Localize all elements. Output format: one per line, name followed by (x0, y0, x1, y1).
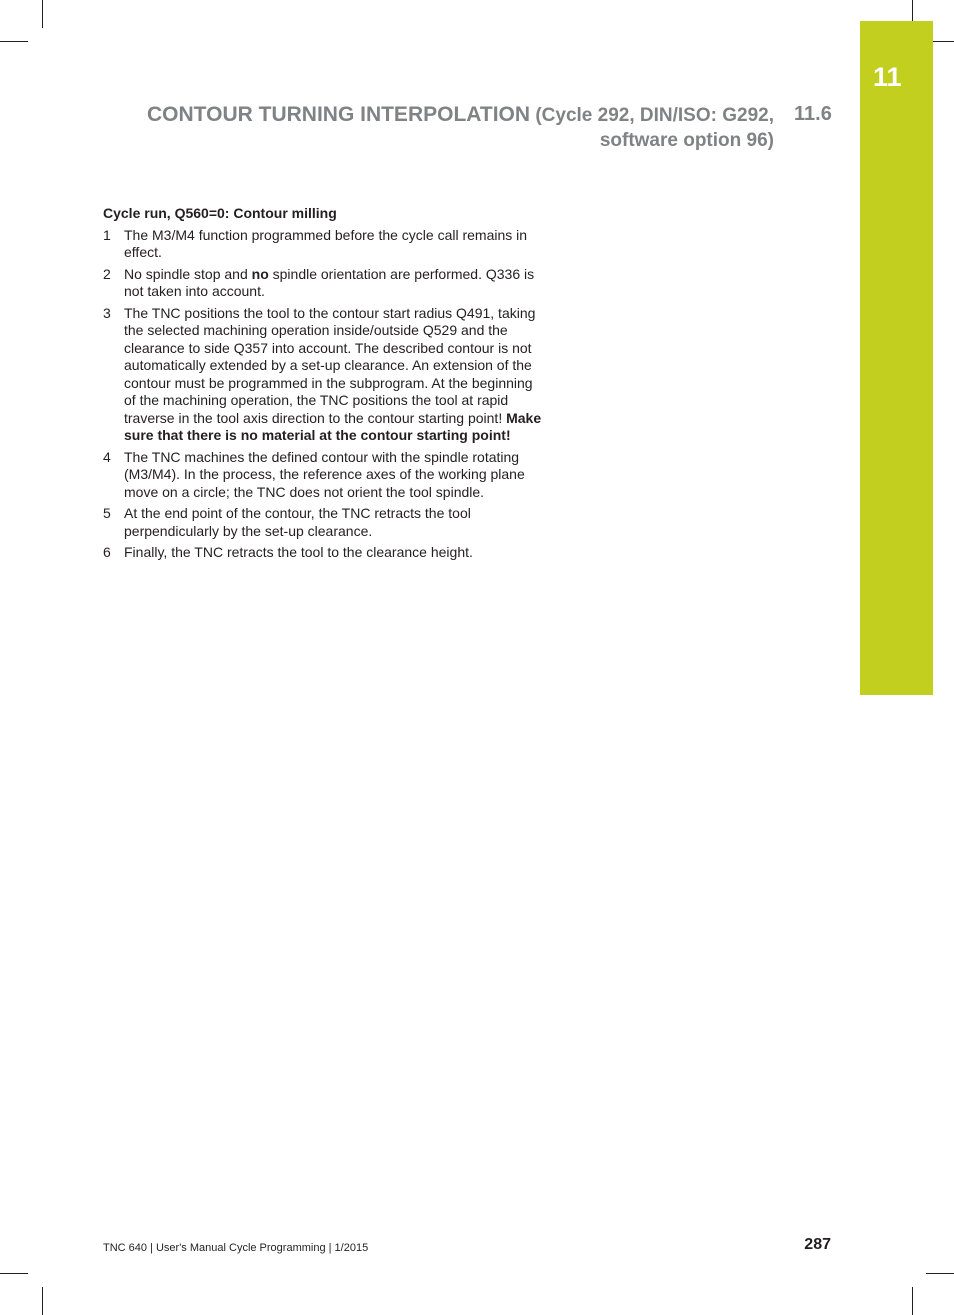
step-number: 2 (103, 265, 111, 282)
chapter-number: 11 (873, 62, 902, 92)
list-item (103, 544, 548, 562)
main-content (103, 205, 548, 566)
crop-mark-bottom-left-h (0, 1273, 28, 1274)
crop-mark-bottom-left-v (42, 1287, 43, 1315)
crop-mark-top-left-v (42, 0, 43, 28)
step-text: The M3/M4 function programmed before the cycle call remains in effect. (124, 226, 528, 260)
section-number: 11.6 (794, 103, 832, 125)
list-item (103, 227, 548, 262)
page-footer: TNC 640 | User's Manual Cycle Programming | 1/2015 (103, 1242, 369, 1254)
step-text: No spindle stop and (124, 265, 252, 282)
step-number: 3 (103, 304, 111, 321)
step-number: 6 (103, 544, 111, 560)
section-heading: Cycle run, Q560=0: Contour milling (103, 205, 337, 221)
crop-mark-top-left-h (0, 41, 28, 42)
list-item (103, 266, 548, 301)
header-line-2: software option 96) (599, 130, 774, 151)
step-text: Finally, the TNC retracts the tool to the clearance height. (124, 544, 473, 560)
page-header (134, 102, 774, 153)
step-number: 1 (103, 226, 111, 243)
step-list (103, 227, 548, 562)
step-warning: Make sure that there is no material at the contour starting point! (124, 409, 542, 443)
step-number: 4 (103, 448, 111, 465)
list-item (103, 449, 548, 502)
step-text: The TNC machines the defined contour with the spindle rotating (M3/M4). In the process, the reference axes of the working plane move on a circle; the TNC does not orient the tool spindle. (124, 448, 525, 500)
list-item (103, 305, 548, 445)
header-title-main: CONTOUR TURNING INTERPOLATION (147, 103, 531, 126)
step-number: 5 (103, 505, 111, 521)
list-item (103, 505, 548, 540)
chapter-tab (860, 21, 933, 695)
crop-mark-bottom-right-h (926, 1273, 954, 1274)
step-text: spindle orientation are performed. Q336 is not taken into account. (124, 265, 535, 299)
step-text: At the end point of the contour, the TNC retracts the tool perpendicularly by the set-up clearance. (124, 505, 471, 539)
page-number: 287 (804, 1236, 831, 1253)
header-title-rest: (Cycle 292, DIN/ISO: G292, (530, 105, 774, 126)
crop-mark-bottom-right-v (912, 1287, 913, 1315)
step-text: The TNC positions the tool to the contour start radius Q491, taking the selected machining operation inside/outside Q529 and the clearance to side Q357 into account. The described contour is not automatically extended by a set-up clearance. An extension of the contour must be programmed in the subprogram. At the beginning of the machining operation, the TNC positions the tool at rapid traverse in the tool axis direction to the contour starting point! (124, 304, 536, 426)
header-line-1 (134, 102, 774, 128)
step-emphasis: no (251, 265, 269, 282)
